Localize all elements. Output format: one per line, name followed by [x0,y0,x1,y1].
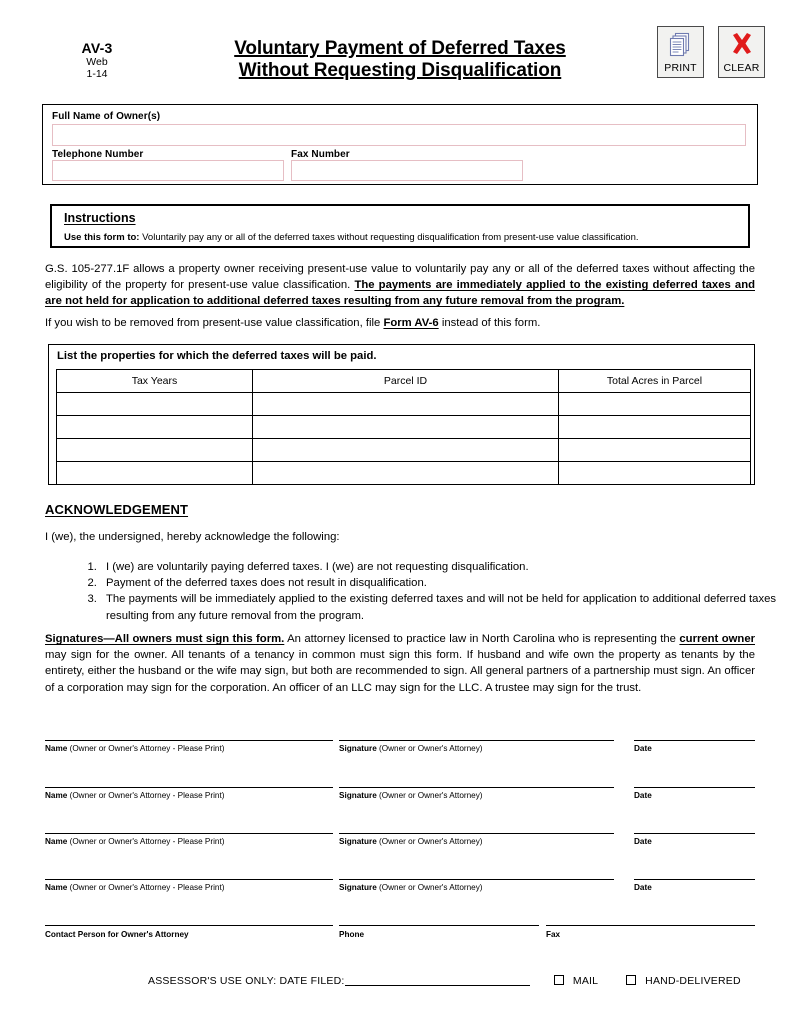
form-header [0,26,800,92]
signatures-note-heading: Signatures—All owners must sign this form. [45,633,285,645]
date-label-3: Date [634,837,652,846]
cell-total-acres[interactable] [559,416,751,439]
contact-fax-line[interactable] [546,925,755,926]
date-line-3[interactable] [634,833,755,834]
signature-note-1: (Owner or Owner's Attorney) [376,744,483,753]
contact-person-caption [45,930,189,940]
name-caption-1 [45,744,225,754]
contact-fax-caption [546,930,560,940]
name-note-3: (Owner or Owner's Attorney - Please Print) [67,837,225,846]
name-note-4: (Owner or Owner's Attorney - Please Print) [67,883,225,892]
instructions-use-label: Use this form to: [64,232,140,243]
form-revision-date: 1-14 [86,68,108,80]
column-header-tax-years: Tax Years [57,370,253,393]
column-header-parcel-id: Parcel ID [253,370,559,393]
signature-line-1[interactable] [339,740,614,741]
date-line-2[interactable] [634,787,755,788]
instructions-heading: Instructions [64,211,136,225]
acknowledgement-intro: I (we), the undersigned, hereby acknowledge the following: [45,531,340,543]
contact-fax-label: Fax [546,930,561,939]
fax-input[interactable] [291,160,523,181]
signature-label-4: Signature [339,883,377,892]
acknowledgement-heading: ACKNOWLEDGEMENT [45,502,189,517]
statute-paragraph-emphasis: The payments are immediately applied to the existing deferred taxes and are not held for application to additional deferred taxes resulting from any future removal from the program. [45,279,755,308]
name-label-3: Name [45,837,68,846]
name-label-4: Name [45,883,68,892]
red-x-icon [727,31,757,59]
page-title-line-1: Voluntary Payment of Deferred Taxes [234,38,566,59]
av6-paragraph [45,315,755,331]
full-name-input[interactable] [52,124,746,146]
page-title [160,38,640,82]
print-button[interactable] [657,26,704,78]
hand-delivered-checkbox[interactable] [626,975,636,985]
table-row[interactable] [57,439,751,462]
acknowledgement-list [62,559,790,624]
cell-tax-years[interactable] [57,439,253,462]
signature-caption-4 [339,883,483,893]
signature-line-3[interactable] [339,833,614,834]
signature-label-2: Signature [339,791,377,800]
stacked-pages-icon [666,31,696,61]
signature-caption-2 [339,791,483,801]
date-label-1: Date [634,744,652,753]
name-label-1: Name [45,744,68,753]
name-caption-4 [45,883,225,893]
clear-button-label: CLEAR [723,62,760,74]
name-label-2: Name [45,791,68,800]
hand-delivered-checkbox-label: HAND-DELIVERED [645,975,741,987]
form-web-label: Web [86,56,108,68]
contact-phone-caption [339,930,364,940]
signature-caption-3 [339,837,483,847]
table-row[interactable] [57,393,751,416]
contact-person-line[interactable] [45,925,333,926]
list-item: 3. The payments will be immediately applied to the existing deferred taxes and will not be held for application to additional deferred taxes resulting from any future removal from the program. [100,591,790,623]
name-caption-3 [45,837,225,847]
cell-tax-years[interactable] [57,462,253,485]
signatures-note-text-1: An attorney licensed to practice law in North Carolina who is representing the [284,633,680,645]
signatures-note-text-2: may sign for the owner. All tenants of a tenancy in common must sign this form. If husband and wife own the property as tenants by the entirety, either the husband or the wife may sign, but both are recommended to sign. All general partners of a partnership must sign. An officer of a corporation may sign for the corporation. An officer of an LLC may sign for the LLC. A trustee may sign for the trust. [45,649,755,694]
clear-button[interactable] [718,26,765,78]
mail-checkbox-label: MAIL [572,975,598,987]
page-title-line-2: Without Requesting Disqualification [238,60,562,81]
date-caption-3 [634,837,652,847]
properties-box [48,344,755,485]
cell-total-acres[interactable] [559,439,751,462]
contact-phone-label: Phone [339,930,365,939]
signature-label-1: Signature [339,744,377,753]
table-row[interactable] [57,416,751,439]
cell-parcel-id[interactable] [253,416,559,439]
date-caption-1 [634,744,652,754]
assessor-date-filed-input[interactable] [345,974,530,986]
mail-checkbox[interactable] [554,975,564,985]
print-button-label: PRINT [664,62,697,74]
name-caption-2 [45,791,225,801]
cell-parcel-id[interactable] [253,462,559,485]
instructions-box [50,204,750,248]
instructions-use-text: Voluntarily pay any or all of the deferred taxes without requesting disqualification from present-use value classification. [142,232,639,243]
cell-tax-years[interactable] [57,393,253,416]
cell-parcel-id[interactable] [253,439,559,462]
telephone-label: Telephone Number [52,149,144,160]
assessor-use-only-row [148,974,741,987]
signature-note-2: (Owner or Owner's Attorney) [376,791,483,800]
av6-paragraph-pre: If you wish to be removed from present-use value classification, file [45,317,384,329]
instructions-body [64,231,738,244]
contact-phone-line[interactable] [339,925,539,926]
signature-caption-1 [339,744,483,754]
name-signature-line-4[interactable] [45,879,333,880]
signature-note-3: (Owner or Owner's Attorney) [376,837,483,846]
cell-total-acres[interactable] [559,393,751,416]
signatures-note-paragraph [45,631,755,696]
properties-title: List the properties for which the deferred taxes will be paid. [57,350,377,362]
fax-label: Fax Number [291,149,350,160]
statute-paragraph [45,261,755,310]
cell-total-acres[interactable] [559,462,751,485]
form-code-block [42,40,152,80]
name-signature-line-2[interactable] [45,787,333,788]
date-caption-4 [634,883,652,893]
telephone-input[interactable] [52,160,284,181]
name-note-2: (Owner or Owner's Attorney - Please Print) [67,791,225,800]
signature-note-4: (Owner or Owner's Attorney) [376,883,483,892]
signature-line-2[interactable] [339,787,614,788]
date-label-2: Date [634,791,652,800]
list-item: 1. I (we) are voluntarily paying deferred taxes. I (we) are not requesting disqualification. [100,559,790,575]
form-av6-link[interactable]: Form AV-6 [383,317,439,329]
date-line-1[interactable] [634,740,755,741]
properties-table [56,369,751,485]
table-row[interactable] [57,462,751,485]
signatures-note-current-owner: current owner [679,633,755,645]
column-header-total-acres: Total Acres in Parcel [559,370,751,393]
full-name-label: Full Name of Owner(s) [52,111,161,122]
date-label-4: Date [634,883,652,892]
form-number: AV-3 [81,40,113,56]
signature-line-4[interactable] [339,879,614,880]
signature-label-3: Signature [339,837,377,846]
av6-paragraph-post: instead of this form. [438,317,541,329]
statute-paragraph-plain: G.S. 105-277.1F allows a property owner receiving present-use value to voluntarily pay any or all of the deferred taxes without affecting the eligibility of the property for present-use value classification. [45,263,755,292]
contact-person-label: Contact Person for Owner's Attorney [45,930,189,939]
table-header-row [57,370,751,393]
date-line-4[interactable] [634,879,755,880]
date-caption-2 [634,791,652,801]
list-item: 2. Payment of the deferred taxes does not result in disqualification. [100,575,790,591]
owner-information-box [42,104,758,185]
assessor-date-filed-label: ASSESSOR'S USE ONLY: DATE FILED: [148,975,345,987]
cell-tax-years[interactable] [57,416,253,439]
cell-parcel-id[interactable] [253,393,559,416]
name-signature-line-1[interactable] [45,740,333,741]
name-signature-line-3[interactable] [45,833,333,834]
name-note-1: (Owner or Owner's Attorney - Please Print) [67,744,225,753]
